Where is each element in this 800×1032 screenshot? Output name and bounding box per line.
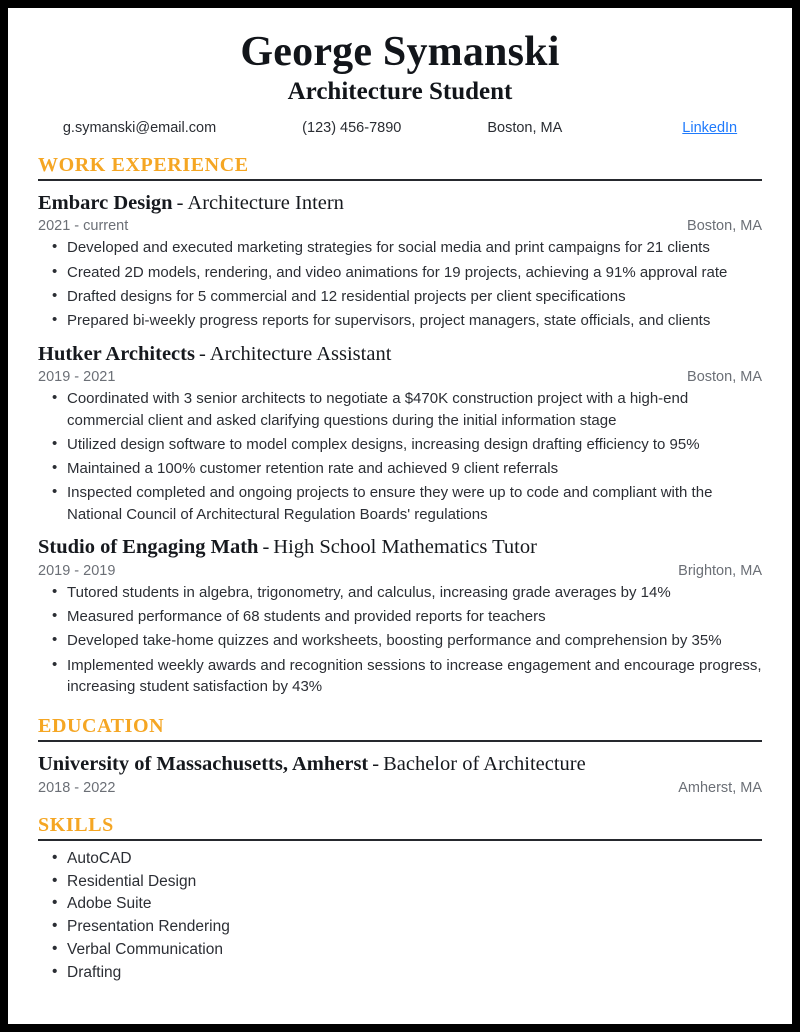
list-item: • Verbal Communication: [38, 939, 762, 962]
resume-header: [38, 30, 762, 136]
work-entry-bullets: [38, 582, 762, 697]
section-work-experience: [38, 154, 762, 697]
work-entry-bullets: [38, 237, 762, 331]
work-entry-location: Boston, MA: [687, 218, 762, 235]
education-entry-meta: [38, 780, 762, 796]
work-entry-title: [38, 342, 762, 368]
section-divider: [38, 740, 762, 742]
list-item: • Tutored students in algebra, trigonometry, and calculus, increasing grade averages by 14%: [38, 582, 762, 603]
work-entry-title: [38, 191, 762, 217]
section-heading-skills: SKILLS: [38, 813, 114, 836]
work-entry-org: Studio of Engaging Math: [38, 536, 259, 559]
work-entry-org: Embarc Design: [38, 191, 173, 214]
linkedin-link[interactable]: LinkedIn: [682, 119, 738, 136]
work-entry-title: [38, 535, 762, 561]
contact-row: [38, 120, 762, 136]
work-entry-meta: [38, 218, 762, 234]
work-entry-dates: 2019 - 2021: [38, 369, 116, 386]
contact-location: Boston, MA: [487, 119, 563, 136]
title-separator: -: [198, 342, 206, 365]
list-item: • Drafted designs for 5 commercial and 12 residential projects per client specifications: [38, 286, 762, 307]
work-entry: [38, 535, 762, 697]
work-entry-dates: 2019 - 2019: [38, 562, 116, 579]
professional-title: Architecture Student: [287, 78, 513, 106]
section-skills: [38, 814, 762, 985]
title-separator: -: [262, 536, 270, 559]
resume-document: [8, 8, 792, 1024]
education-entry-location: Amherst, MA: [678, 779, 762, 796]
education-entry: [38, 752, 762, 796]
section-education: [38, 715, 762, 796]
work-entry-role: High School Mathematics Tutor: [273, 536, 537, 559]
list-item: • Inspected completed and ongoing projects to ensure they were up to code and compliant with the National Council of Architectural Regulation Boards' regulations: [38, 482, 762, 525]
contact-phone: (123) 456-7890: [302, 119, 402, 136]
list-item: • Developed and executed marketing strategies for social media and print campaigns for 21 clients: [38, 237, 762, 258]
work-entry: [38, 342, 762, 525]
work-entry-location: Boston, MA: [687, 369, 762, 386]
title-separator: -: [176, 191, 184, 214]
education-entry-degree: Bachelor of Architecture: [383, 753, 586, 776]
list-item: • AutoCAD: [38, 848, 762, 871]
list-item: • Utilized design software to model complex designs, increasing design drafting efficiency to 95%: [38, 434, 762, 455]
section-divider: [38, 839, 762, 841]
list-item: • Measured performance of 68 students and provided reports for teachers: [38, 606, 762, 627]
list-item: • Created 2D models, rendering, and video animations for 19 projects, achieving a 91% approval rate: [38, 262, 762, 283]
skills-list: [38, 848, 762, 985]
work-entry-org: Hutker Architects: [38, 342, 195, 365]
contact-email: g.symanski@email.com: [62, 119, 217, 136]
work-entry-bullets: [38, 388, 762, 525]
list-item: • Adobe Suite: [38, 893, 762, 916]
work-entry-role: Architecture Intern: [187, 191, 344, 214]
work-entry-location: Brighton, MA: [678, 562, 762, 579]
list-item: • Coordinated with 3 senior architects to negotiate a $470K construction project with a high-end commercial client and asked clarifying questions during the initial information stage: [38, 388, 762, 431]
education-entry-school: University of Massachusetts, Amherst: [38, 753, 369, 776]
list-item: • Presentation Rendering: [38, 916, 762, 939]
section-heading-work: WORK EXPERIENCE: [38, 153, 249, 176]
work-entry-meta: [38, 563, 762, 579]
list-item: • Implemented weekly awards and recognition sessions to increase engagement and encourage progress, increasing student satisfaction by 43%: [38, 655, 762, 698]
list-item: • Residential Design: [38, 871, 762, 894]
section-divider: [38, 179, 762, 181]
work-entry-dates: 2021 - current: [38, 218, 129, 235]
list-item: • Drafting: [38, 962, 762, 985]
education-entry-title: [38, 752, 762, 778]
work-entry-meta: [38, 369, 762, 385]
work-entry: [38, 191, 762, 332]
list-item: • Prepared bi-weekly progress reports for supervisors, project managers, state officials, and clients: [38, 310, 762, 331]
list-item: • Maintained a 100% customer retention rate and achieved 9 client referrals: [38, 458, 762, 479]
list-item: • Developed take-home quizzes and worksheets, boosting performance and comprehension by 35%: [38, 630, 762, 651]
work-entry-role: Architecture Assistant: [209, 342, 392, 365]
title-separator: -: [372, 753, 380, 776]
page-title: George Symanski: [240, 29, 560, 75]
section-heading-education: EDUCATION: [38, 715, 165, 738]
education-entry-dates: 2018 - 2022: [38, 779, 116, 796]
